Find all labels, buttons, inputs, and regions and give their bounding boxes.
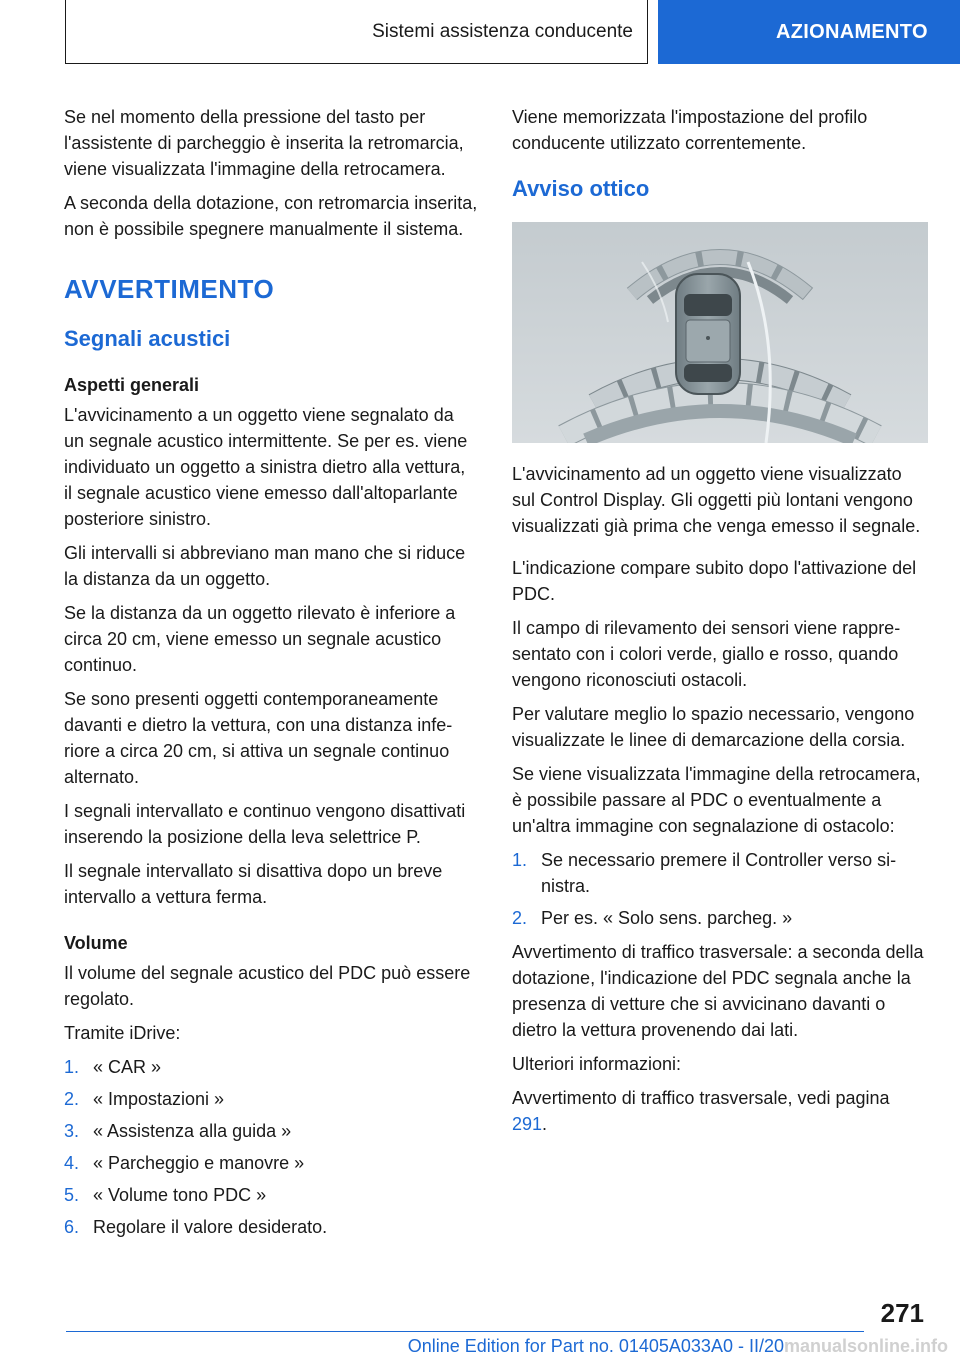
- step-text: « Assistenza alla guida »: [93, 1121, 292, 1141]
- right-column: [512, 104, 928, 1145]
- step-text: « CAR »: [93, 1057, 162, 1077]
- volume-heading: Volume: [64, 933, 128, 953]
- step-number: 4.: [64, 1153, 80, 1173]
- general-paragraph-5: I segnali intervallato e continuo vengono disattivati inserendo la posizione della leva selettrice P.: [64, 801, 466, 847]
- general-paragraph-3: Se la distanza da un oggetto rilevato è inferiore a circa 20 cm, viene emesso un segnale acustico continuo.: [64, 603, 456, 675]
- profile-paragraph: Viene memorizzata l'impostazione del profilo conducente utilizzato correntemente.: [512, 107, 868, 153]
- footer: [200, 1336, 960, 1357]
- intro-paragraph-2: A seconda della dotazione, con retromarcia inserita, non è possibile spegnere manualmente il sistema.: [64, 193, 478, 239]
- pdc-paragraph-3: Il campo di rilevamento dei sensori viene rappresentato con i colori verde, giallo e rosso, quando vengono riconosciuti ostacoli.: [512, 618, 901, 690]
- list-item: [64, 1214, 478, 1240]
- pdc-paragraph-4: Per valutare meglio lo spazio necessario, vengono visualizzate le linee di demarcazione della corsia.: [512, 704, 915, 750]
- general-paragraph-6: Il segnale intervallato si disattiva dopo un breve intervallo a vettura ferma.: [64, 861, 443, 907]
- step-number: 1.: [64, 1057, 80, 1077]
- page-link[interactable]: 291: [512, 1114, 543, 1134]
- general-aspects-heading: Aspetti generali: [64, 375, 200, 395]
- step-text: « Impostazioni »: [93, 1089, 225, 1109]
- step-text: « Volume tono PDC »: [93, 1185, 267, 1205]
- pdc-display-image: [512, 222, 928, 443]
- acoustic-signals-heading: Segnali acustici: [64, 326, 231, 351]
- step-text: « Parcheggio e manovre »: [93, 1153, 305, 1173]
- cross-traffic-paragraph: Avvertimento di traffico trasversale: a seconda della dotazione, l'indicazione del PDC segnala anche la presenza di vetture che si avvicinano davanti o dietro la vettura provenendo dai lati.: [512, 942, 924, 1040]
- page-number: 271: [880, 1298, 924, 1328]
- pdc-illustration: [512, 222, 928, 443]
- general-paragraph-2: Gli intervalli si abbreviano man mano che si riduce la distanza da un oggetto.: [64, 543, 466, 589]
- step-text: Se necessario premere il Controller verso sinistra.: [541, 850, 897, 896]
- step-number: 3.: [64, 1121, 80, 1141]
- volume-paragraph-1: Il volume del segnale acustico del PDC può essere regolato.: [64, 963, 471, 1009]
- footer-divider: [66, 1331, 864, 1332]
- optical-warning-heading: Avviso ottico: [512, 176, 650, 201]
- header-chapter-tab[interactable]: [658, 0, 960, 64]
- pdc-paragraph-5: Se viene visualizzata l'immagine della retrocamera, è possibile passare al PDC o eventualmente a un'altra immagine con segnalazione di ostacolo:: [512, 764, 921, 836]
- general-paragraph-1: L'avvicinamento a un oggetto viene segnalato da un segnale acustico intermittente. Se per es. viene individuato un oggetto a sinistra dietro alla vettura, il segnale acustico viene emesso dall'altoparlante posteriore sinistro.: [64, 405, 468, 529]
- idrive-steps-list: [64, 1054, 478, 1240]
- edition-text: Online Edition for Part no. 01405A033A0 - II/20: [407, 1336, 784, 1356]
- step-number: 2.: [64, 1089, 80, 1109]
- more-info-label: Ulteriori informazioni:: [512, 1054, 682, 1074]
- list-item: [64, 1182, 478, 1208]
- left-column: [64, 104, 478, 1248]
- switch-view-steps-list: [512, 847, 928, 931]
- step-text: Per es. « Solo sens. parcheg. »: [541, 908, 793, 928]
- list-item: [64, 1054, 478, 1080]
- step-number: 1.: [512, 850, 528, 870]
- pdc-paragraph-2: L'indicazione compare subito dopo l'attivazione del PDC.: [512, 558, 917, 604]
- step-text: Regolare il valore desiderato.: [93, 1217, 328, 1237]
- intro-paragraph-1: Se nel momento della pressione del tasto per l'assistente di parcheggio è inserita la retromarcia, viene visualizzata l'immagine della retrocamera.: [64, 107, 464, 179]
- step-number: 5.: [64, 1185, 80, 1205]
- list-item: [64, 1086, 478, 1112]
- list-item: [64, 1118, 478, 1144]
- cross-reference-end: .: [542, 1114, 548, 1134]
- list-item: [512, 847, 928, 899]
- cross-reference-paragraph: [512, 1085, 928, 1137]
- list-item: [512, 905, 928, 931]
- list-item: [64, 1150, 478, 1176]
- general-paragraph-4: Se sono presenti oggetti contemporaneamente davanti e dietro la vettura, con una distanza inferiore a circa 20 cm, si attiva un segnale continuo alternato.: [64, 689, 453, 787]
- step-number: 6.: [64, 1217, 80, 1237]
- header-section-title: [65, 0, 648, 64]
- figure-caption: L'avvicinamento ad un oggetto viene visualizzato sul Control Display. Gli oggetti più lontani vengono visualizzati già prima che venga emesso il segnale.: [512, 464, 921, 536]
- cross-reference-text: Avvertimento di traffico trasversale, vedi pagina: [512, 1088, 890, 1108]
- warning-heading: AVVERTIMENTO: [64, 274, 275, 304]
- watermark-brand: manualsonline.info: [783, 1336, 948, 1356]
- step-number: 2.: [512, 908, 528, 928]
- volume-paragraph-2: Tramite iDrive:: [64, 1023, 181, 1043]
- chapter-label: AZIONAMENTO: [776, 20, 928, 43]
- section-label: Sistemi assistenza conducente: [372, 20, 633, 42]
